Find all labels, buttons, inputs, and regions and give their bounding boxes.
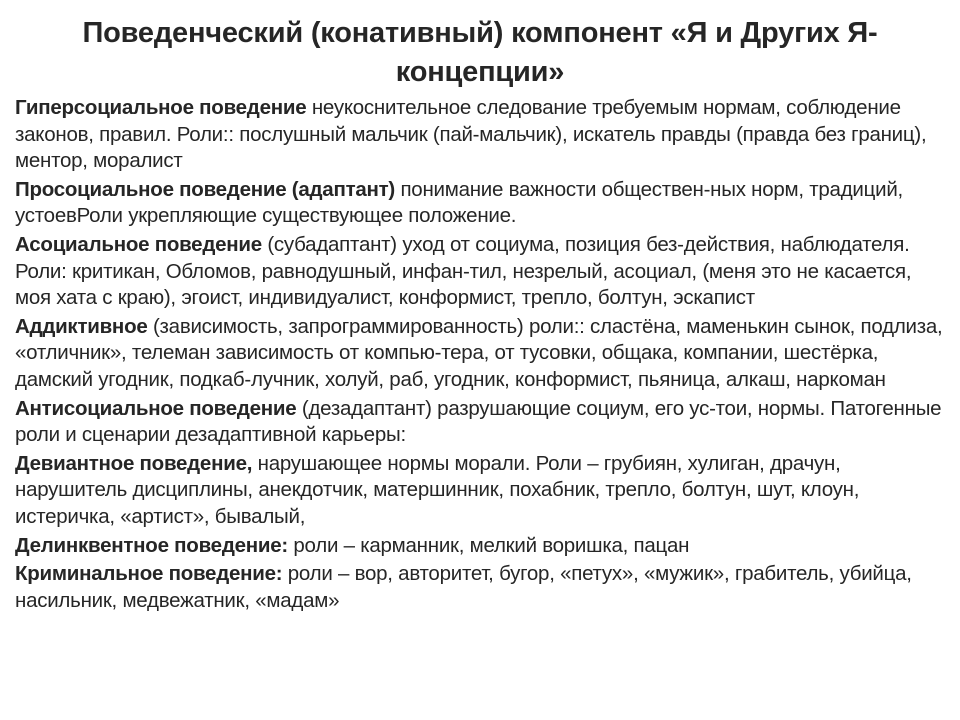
paragraph-delinquent	[15, 533, 950, 560]
slide-content	[15, 95, 950, 616]
paragraph-addictive	[15, 314, 950, 394]
term-asocial: Асоциальное поведение	[15, 232, 262, 256]
paragraph-antisocial	[15, 396, 950, 449]
term-addictive: Аддиктивное	[15, 314, 148, 338]
paragraph-prosocial	[15, 177, 950, 230]
term-deviant: Девиантное поведение,	[15, 451, 253, 475]
term-hypersocial: Гиперсоциальное поведение	[15, 96, 307, 119]
paragraph-criminal	[15, 561, 950, 614]
text-asocial: (субадаптант) уход от социума, позиция без-действия, наблюдателя. Роли: критикан, Обломов, равнодушный, инфан-тил, незрелый, асоциал, (меня это не касается, моя хата с краю), эгоист, индивидуалист, конформист, трепло, болтун, эскапист	[15, 232, 912, 310]
text-hypersocial: неукоснительное следование требуемым нормам, соблюдение законов, правил. Роли:: послушный мальчик (пай-мальчик), искатель правды (правда без границ), ментор, моралист	[15, 96, 927, 173]
term-delinquent: Делинквентное поведение:	[15, 533, 288, 557]
term-antisocial: Антисоциальное поведение	[15, 396, 297, 420]
text-addictive: (зависимость, запрограммированность) роли:: сластёна, маменькин сынок, подлиза, «отличник», телеман зависимость от компью-тера, от тусовки, общака, компании, шестёрка, дамский угодник, подкаб-лучник, холуй, раб, угодник, конформист, пьяница, алкаш, наркоман	[15, 314, 943, 391]
paragraph-hypersocial	[15, 95, 950, 175]
paragraph-deviant	[15, 451, 950, 531]
term-criminal: Криминальное поведение:	[15, 562, 283, 586]
text-deviant: нарушающее нормы морали. Роли – грубиян, хулиган, драчун, нарушитель дисциплины, анекдотчик, матершинник, похабник, трепло, болтун, шут, клоун, истеричка, «артист», бывалый,	[15, 451, 860, 528]
term-prosocial: Просоциальное поведение (адаптант)	[15, 177, 396, 201]
text-antisocial: (дезадаптант) разрушающие социум, его ус-тои, нормы. Патогенные роли и сценарии дезадаптивной карьеры:	[15, 396, 942, 447]
text-delinquent: роли – карманник, мелкий воришка, пацан	[287, 533, 690, 557]
text-prosocial: понимание важности обществен-ных норм, традиций, устоевРоли укрепляющие существующее положение.	[15, 177, 903, 228]
slide-title: Поведенческий (конативный) компонент «Я и Других Я-концепции»	[82, 17, 878, 88]
text-criminal: роли – вор, авторитет, бугор, «петух», «мужик», грабитель, убийца, насильник, медвежатник, «мадам»	[15, 562, 912, 612]
paragraph-asocial	[15, 232, 950, 312]
